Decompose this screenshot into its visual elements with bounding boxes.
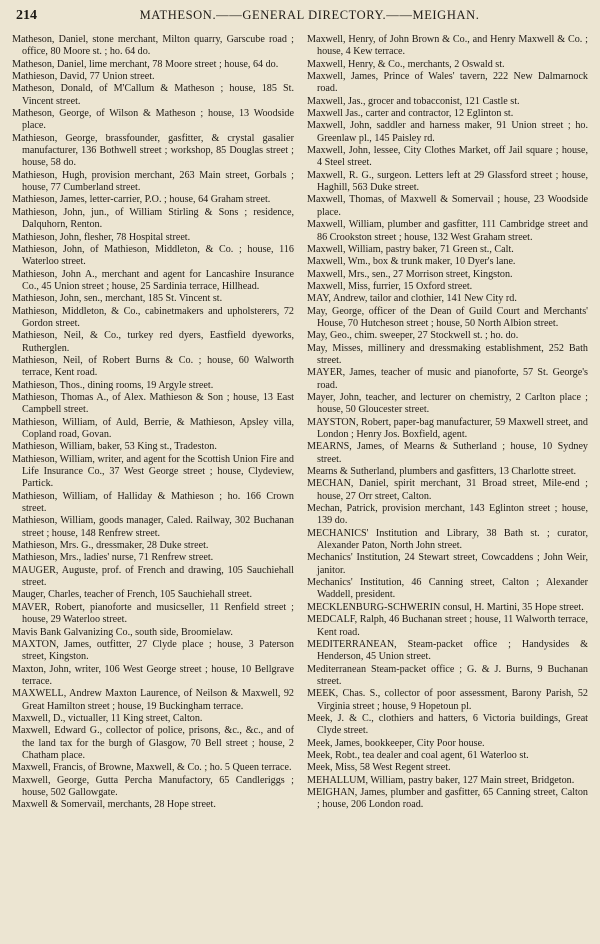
directory-entry: Meek, J. & C., clothiers and hatters, 6 Victoria buildings, Great Clyde street.	[307, 712, 588, 737]
directory-entry: Mathieson, David, 77 Union street.	[12, 71, 155, 83]
directory-entry: Mauger, Charles, teacher of French, 105 Sauchiehall street.	[12, 589, 252, 601]
directory-entry: MAXWELL, Andrew Maxton Laurence, of Neilson & Maxwell, 92 Great Hamilton street ; house, 19 Buckingham terrace.	[12, 688, 294, 712]
directory-entry: Mathieson, John, jun., of William Stirling & Sons ; residence, Dalquhorn, Renton.	[12, 206, 294, 231]
directory-entry: Mechan, Patrick, provision merchant, 143 Eglinton street ; house, 139 do.	[307, 503, 588, 527]
directory-entry: MEIGHAN, James, plumber and gasfitter, 65 Canning street, Calton ; house, 206 London road.	[307, 786, 588, 811]
directory-entry: Maxwell, Jas., grocer and tobacconist, 121 Castle st.	[307, 95, 520, 107]
right-column	[307, 34, 588, 812]
directory-entry: MAY, Andrew, tailor and clothier, 141 New City rd.	[307, 293, 517, 305]
directory-entry: Maxwell, D., victualler, 11 King street, Calton.	[12, 712, 203, 724]
directory-entry: Mathieson, Mrs. G., dressmaker, 28 Duke street.	[12, 540, 209, 552]
directory-entry: MAYER, James, teacher of music and pianoforte, 57 St. George's road.	[307, 367, 588, 391]
directory-entry: Maxwell, William, plumber and gasfitter, 111 Cambridge street and 86 Crookston street ; house, 132 West Graham street.	[307, 219, 588, 243]
directory-entry: Mathieson, Thos., dining rooms, 19 Argyle street.	[12, 379, 214, 391]
directory-entry: MECHANICS' Institution and Library, 38 Bath st. ; curator, Alexander Paton, North John street.	[307, 527, 588, 552]
directory-entry: Maxwell, Miss, furrier, 15 Oxford street.	[307, 280, 473, 292]
directory-entry: Maxwell Jas., carter and contractor, 12 Eglinton st.	[307, 108, 514, 120]
directory-entry: Mediterranean Steam-packet office ; G. & J. Burns, 9 Buchanan street.	[307, 663, 588, 687]
directory-entry: May, George, officer of the Dean of Guild Court and Merchants' House, 70 Hutcheson street ; house, 50 North Albion street.	[307, 305, 588, 329]
directory-entry: Matheson, Donald, of M'Callum & Matheson ; house, 185 St. Vincent street.	[12, 83, 294, 107]
directory-entry: May, Geo., chim. sweeper, 27 Stockwell st. ; ho. do.	[307, 330, 519, 342]
directory-entry: MEEK, Chas. S., collector of poor assessment, Barony Parish, 52 Virginia street ; house, 9 Hopetoun pl.	[307, 688, 588, 712]
directory-entry: Meek, Robt., tea dealer and coal agent, 61 Waterloo st.	[307, 749, 529, 761]
page-number: 214	[16, 8, 37, 23]
directory-entry: Mathieson, Mrs., ladies' nurse, 71 Renfrew street.	[12, 552, 214, 564]
directory-entry: Mayer, John, teacher, and lecturer on chemistry, 2 Carlton place ; house, 50 Gloucester street.	[307, 391, 588, 416]
directory-entry: Mechanics' Institution, 46 Canning street, Calton ; Alexander Waddell, president.	[307, 577, 588, 601]
directory-entry: Maxwell, Francis, of Browne, Maxwell, & Co. ; ho. 5 Queen terrace.	[12, 762, 292, 774]
directory-entry: Matheson, Daniel, stone merchant, Milton quarry, Garscube road ; office, 80 Moore st. ; ho. 64 do.	[12, 34, 294, 58]
directory-entry: Maxwell, John, lessee, City Clothes Market, off Jail square ; house, 4 Steel street.	[307, 145, 588, 169]
directory-entry: Mathieson, Neil, & Co., turkey red dyers, Eastfield dyeworks, Rutherglen.	[12, 330, 294, 354]
directory-entry: Maxwell, Thomas, of Maxwell & Somervail ; house, 23 Woodside place.	[307, 194, 588, 218]
page-header	[12, 8, 588, 28]
directory-entry: Mathieson, William, baker, 53 King st., Tradeston.	[12, 441, 217, 453]
directory-entry: Maxwell, Henry, of John Brown & Co., and Henry Maxwell & Co. ; house, 4 Kew terrace.	[307, 34, 588, 58]
directory-entry: Maxton, John, writer, 106 West George street ; house, 10 Bellgrave terrace.	[12, 663, 294, 687]
directory-entry: Maxwell, John, saddler and harness maker, 91 Union street ; ho. Greenlaw pl., 145 Paisley rd.	[307, 120, 588, 144]
directory-entry: MAVER, Robert, pianoforte and musicseller, 11 Renfield street ; house, 29 Waterloo street.	[12, 601, 294, 626]
directory-entry: Mathieson, Thomas A., of Alex. Mathieson & Son ; house, 13 East Campbell street.	[12, 391, 294, 416]
directory-entry: Maxwell, Wm., box & trunk maker, 10 Dyer's lane.	[307, 256, 516, 268]
directory-entry: Maxwell, William, pastry baker, 71 Green st., Calt.	[307, 243, 514, 255]
directory-entry: MEDITERRANEAN, Steam-packet office ; Handysides & Henderson, 45 Union street.	[307, 638, 588, 663]
directory-entry: MEHALLUM, William, pastry baker, 127 Main street, Bridgeton.	[307, 774, 575, 786]
directory-entry: Maxwell, Edward G., collector of police, prisons, &c., &c., and of the land tax for the burgh of Glasgow, 70 Bell street ; house, 2 Chatham place.	[12, 725, 294, 761]
directory-entry: Maxwell, Henry, & Co., merchants, 2 Oswald st.	[307, 58, 505, 70]
directory-entry: Mathieson, Neil, of Robert Burns & Co. ; house, 60 Walworth terrace, Kent road.	[12, 354, 294, 379]
directory-entry: Mathieson, George, brassfounder, gasfitter, & crystal gasalier manufacturer, 136 Bothwell street ; workshop, 85 Douglas street ; house, 58 do.	[12, 132, 294, 169]
directory-entry: Mathieson, John, flesher, 78 Hospital street.	[12, 231, 191, 243]
directory-entry: MEDCALF, Ralph, 46 Buchanan street ; house, 11 Walworth terrace, Kent road.	[307, 614, 588, 638]
directory-entry: Meek, Miss, 58 West Regent street.	[307, 762, 451, 774]
directory-entry: MECHAN, Daniel, spirit merchant, 31 Broad street, Mile-end ; house, 27 Orr street, Calton.	[307, 478, 588, 502]
directory-entry: Maxwell, George, Gutta Percha Manufactory, 65 Candleriggs ; house, 502 Gallowgate.	[12, 774, 294, 798]
directory-entry: MECKLENBURG-SCHWERIN consul, H. Martini, 35 Hope street.	[307, 601, 584, 613]
directory-entry: MAXTON, James, outfitter, 27 Clyde place ; house, 3 Paterson street, Kingston.	[12, 638, 294, 663]
directory-entry: Matheson, Daniel, lime merchant, 78 Moore street ; house, 64 do.	[12, 58, 279, 70]
directory-entry: Mathieson, John A., merchant and agent for Lancashire Insurance Co., 45 Union street ; house, 25 Sardinia terrace, Hillhead.	[12, 268, 294, 292]
directory-entry: Mathieson, William, of Auld, Berrie, & Mathieson, Apsley villa, Copland road, Govan.	[12, 416, 294, 440]
directory-entry: Mechanics' Institution, 24 Stewart street, Cowcaddens ; John Weir, janitor.	[307, 552, 588, 576]
directory-entry: Maxwell, James, Prince of Wales' tavern, 222 New Dalmarnock road.	[307, 71, 588, 95]
directory-entry: MAYSTON, Robert, paper-bag manufacturer, 59 Maxwell street, and London ; Henry Jos. Boxfield, agent.	[307, 416, 588, 440]
directory-entry: Meek, James, bookkeeper, City Poor house.	[307, 737, 485, 749]
directory-entry: Matheson, George, of Wilson & Matheson ; house, 13 Woodside place.	[12, 108, 294, 132]
directory-entry: MAUGER, Auguste, prof. of French and drawing, 105 Sauchiehall street.	[12, 564, 294, 589]
directory-entry: MEARNS, James, of Mearns & Sutherland ; house, 10 Sydney street.	[307, 441, 588, 465]
directory-entry: Mearns & Sutherland, plumbers and gasfitters, 13 Charlotte street.	[307, 466, 577, 478]
directory-entry: Maxwell & Somervail, merchants, 28 Hope street.	[12, 799, 216, 811]
left-column	[12, 34, 294, 812]
directory-entry: Mathieson, John, sen., merchant, 185 St. Vincent st.	[12, 293, 223, 305]
directory-entry: Mathieson, William, of Halliday & Mathieson ; ho. 166 Crown street.	[12, 490, 294, 515]
directory-entry: Mathieson, James, letter-carrier, P.O. ; house, 64 Graham street.	[12, 194, 271, 206]
columns	[12, 34, 588, 812]
directory-entry: Mathieson, Hugh, provision merchant, 263 Main street, Gorbals ; house, 77 Cumberland street.	[12, 169, 294, 194]
directory-entry: Maxwell, Mrs., sen., 27 Morrison street, Kingston.	[307, 268, 513, 280]
directory-entry: Mavis Bank Galvanizing Co., south side, Broomielaw.	[12, 626, 233, 638]
directory-entry: Mathieson, William, writer, and agent for the Scottish Union Fire and Life Insurance Co., 37 West George street ; house, Clydeview, Partick.	[12, 453, 294, 490]
directory-entry: Mathieson, John, of Mathieson, Middleton, & Co. ; house, 116 Waterloo street.	[12, 243, 294, 268]
directory-entry: Mathieson, Middleton, & Co., cabinetmakers and upholsterers, 72 Gordon street.	[12, 305, 294, 329]
directory-entry: Mathieson, William, goods manager, Caled. Railway, 302 Buchanan street ; house, 148 Renfrew street.	[12, 515, 294, 539]
running-title: MATHESON.——GENERAL DIRECTORY.——MEIGHAN.	[139, 8, 480, 22]
directory-entry: Maxwell, R. G., surgeon. Letters left at 29 Glassford street ; house, Haghill, 563 Duke street.	[307, 169, 588, 194]
directory-entry: May, Misses, millinery and dressmaking establishment, 252 Bath street.	[307, 342, 588, 366]
